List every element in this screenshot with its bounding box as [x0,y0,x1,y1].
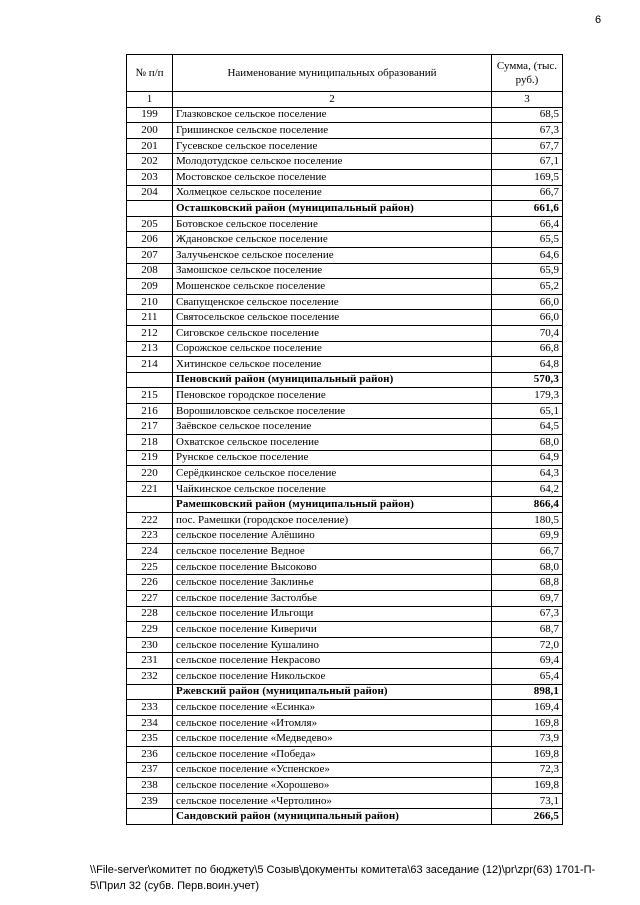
table-body [127,107,563,824]
row-number: 199 [127,107,173,123]
district-row [127,809,563,825]
file-path-footer [90,862,610,894]
table-row [127,528,563,544]
row-number: 211 [127,310,173,326]
row-name: Святосельское сельское поселение [173,310,492,326]
table-row [127,154,563,170]
row-name: сельское поселение «Медведево» [173,731,492,747]
table-row [127,169,563,185]
row-sum: 661,6 [492,201,563,217]
row-sum: 65,4 [492,668,563,684]
row-sum: 64,8 [492,357,563,373]
table-row [127,762,563,778]
row-number: 220 [127,466,173,482]
row-sum: 64,5 [492,419,563,435]
table-row [127,232,563,248]
row-name: Мостовское сельское поселение [173,169,492,185]
table-row [127,185,563,201]
table-row [127,279,563,295]
row-sum: 64,6 [492,247,563,263]
row-name: сельское поселение Ведное [173,544,492,560]
row-name: Ворошиловское сельское поселение [173,403,492,419]
table-row [127,450,563,466]
table-row [127,606,563,622]
row-sum: 67,3 [492,123,563,139]
row-name: сельское поселение Застолбье [173,591,492,607]
row-name: Сандовский район (муниципальный район) [173,809,492,825]
table-row [127,138,563,154]
row-number: 230 [127,637,173,653]
row-name: Замошское сельское поселение [173,263,492,279]
column-number: 2 [173,92,492,108]
row-number: 215 [127,388,173,404]
row-name: сельское поселение Заклинье [173,575,492,591]
table-row [127,591,563,607]
table-row [127,715,563,731]
row-sum: 866,4 [492,497,563,513]
row-number: 223 [127,528,173,544]
district-row [127,684,563,700]
row-name: сельское поселение Алёшино [173,528,492,544]
row-sum: 73,1 [492,793,563,809]
row-name: Пеновское городское поселение [173,388,492,404]
row-sum: 169,8 [492,715,563,731]
table-row [127,778,563,794]
row-sum: 67,7 [492,138,563,154]
row-number: 225 [127,559,173,575]
table-row [127,357,563,373]
row-number: 204 [127,185,173,201]
row-number: 217 [127,419,173,435]
footer-line: \\File-server\комитет по бюджету\5 Созыв\документы комитета\63 заседание (12)\pr\zpr(63) 1701-П- [90,864,596,876]
row-sum: 169,5 [492,169,563,185]
row-name: сельское поселение Ильгощи [173,606,492,622]
row-number: 229 [127,622,173,638]
row-sum: 66,4 [492,216,563,232]
table-row [127,513,563,529]
row-name: сельское поселение «Итомля» [173,715,492,731]
row-name: Гусевское сельское поселение [173,138,492,154]
row-name: Заёвское сельское поселение [173,419,492,435]
row-number: 200 [127,123,173,139]
row-sum: 69,4 [492,653,563,669]
row-name: Хитинское сельское поселение [173,357,492,373]
row-name: сельское поселение Киверичи [173,622,492,638]
table-row [127,107,563,123]
row-sum: 69,7 [492,591,563,607]
row-name: Ботовское сельское поселение [173,216,492,232]
row-number: 212 [127,325,173,341]
row-number: 238 [127,778,173,794]
row-name: Ржевский район (муниципальный район) [173,684,492,700]
row-number: 214 [127,357,173,373]
table-row [127,310,563,326]
row-sum: 68,7 [492,622,563,638]
table-row [127,544,563,560]
row-number: 218 [127,435,173,451]
table-row [127,793,563,809]
row-name: Молодотудское сельское поселение [173,154,492,170]
district-row [127,497,563,513]
table-row [127,731,563,747]
row-number: 202 [127,154,173,170]
row-sum: 169,8 [492,778,563,794]
row-sum: 67,1 [492,154,563,170]
table-row [127,388,563,404]
row-number: 236 [127,746,173,762]
row-name: Гришинское сельское поселение [173,123,492,139]
header-num: № п/п [127,55,173,92]
row-name: Глазковское сельское поселение [173,107,492,123]
row-number: 206 [127,232,173,248]
column-number: 1 [127,92,173,108]
row-number: 208 [127,263,173,279]
row-name: сельское поселение «Хорошево» [173,778,492,794]
row-sum: 66,7 [492,185,563,201]
row-sum: 65,1 [492,403,563,419]
table-row [127,325,563,341]
row-number: 227 [127,591,173,607]
table-row [127,419,563,435]
row-name: сельское поселение Некрасово [173,653,492,669]
row-name: сельское поселение Никольское [173,668,492,684]
row-sum: 570,3 [492,372,563,388]
row-number: 233 [127,700,173,716]
row-sum: 64,3 [492,466,563,482]
header-sum: Сумма, (тыс. руб.) [492,55,563,92]
table-header-row [127,55,563,92]
row-sum: 68,0 [492,435,563,451]
row-name: сельское поселение Высоково [173,559,492,575]
table-row [127,466,563,482]
row-sum: 898,1 [492,684,563,700]
table-row [127,263,563,279]
table-row [127,746,563,762]
row-sum: 65,9 [492,263,563,279]
row-sum: 66,7 [492,544,563,560]
budget-table [126,54,563,825]
row-name: Ждановское сельское поселение [173,232,492,248]
table-row [127,481,563,497]
table-row [127,216,563,232]
row-name: Пеновский район (муниципальный район) [173,372,492,388]
row-name: Осташковский район (муниципальный район) [173,201,492,217]
row-sum: 68,8 [492,575,563,591]
row-sum: 65,5 [492,232,563,248]
row-number: 228 [127,606,173,622]
row-number: 216 [127,403,173,419]
row-number: 209 [127,279,173,295]
row-number [127,684,173,700]
row-number: 219 [127,450,173,466]
row-number: 231 [127,653,173,669]
row-number: 207 [127,247,173,263]
row-number: 213 [127,341,173,357]
row-sum: 67,3 [492,606,563,622]
table-row [127,622,563,638]
table-row [127,341,563,357]
row-number: 226 [127,575,173,591]
table-row [127,294,563,310]
row-number [127,809,173,825]
row-name: Сорожское сельское поселение [173,341,492,357]
row-name: Мошенское сельское поселение [173,279,492,295]
table-row [127,575,563,591]
row-number [127,372,173,388]
header-name: Наименование муниципальных образований [173,55,492,92]
row-number: 203 [127,169,173,185]
table-row [127,123,563,139]
row-number: 205 [127,216,173,232]
row-name: Залучьенское сельское поселение [173,247,492,263]
row-name: сельское поселение «Чертолино» [173,793,492,809]
row-sum: 64,2 [492,481,563,497]
row-sum: 64,9 [492,450,563,466]
row-number: 239 [127,793,173,809]
row-sum: 169,8 [492,746,563,762]
row-sum: 72,0 [492,637,563,653]
column-number-row [127,92,563,108]
table-row [127,653,563,669]
row-name: Чайкинское сельское поселение [173,481,492,497]
row-name: Сиговское сельское поселение [173,325,492,341]
row-number: 201 [127,138,173,154]
row-number: 235 [127,731,173,747]
row-sum: 66,8 [492,341,563,357]
table-row [127,559,563,575]
row-number: 232 [127,668,173,684]
page-number: 6 [594,14,602,26]
district-row [127,201,563,217]
table-row [127,247,563,263]
table-row [127,637,563,653]
district-row [127,372,563,388]
column-number: 3 [492,92,563,108]
row-name: Свапущенское сельское поселение [173,294,492,310]
row-number: 222 [127,513,173,529]
table-row [127,668,563,684]
row-sum: 73,9 [492,731,563,747]
row-sum: 69,9 [492,528,563,544]
row-name: сельское поселение «Победа» [173,746,492,762]
row-sum: 179,3 [492,388,563,404]
row-sum: 266,5 [492,809,563,825]
row-name: Рунское сельское поселение [173,450,492,466]
row-sum: 70,4 [492,325,563,341]
row-number [127,201,173,217]
row-number: 224 [127,544,173,560]
row-name: Серёдкинское сельское поселение [173,466,492,482]
row-number [127,497,173,513]
row-name: пос. Рамешки (городское поселение) [173,513,492,529]
row-sum: 72,3 [492,762,563,778]
row-sum: 169,4 [492,700,563,716]
row-number: 237 [127,762,173,778]
row-name: сельское поселение «Есинка» [173,700,492,716]
row-sum: 66,0 [492,310,563,326]
row-name: Охватское сельское поселение [173,435,492,451]
table-row [127,435,563,451]
row-sum: 68,5 [492,107,563,123]
table-row [127,403,563,419]
row-number: 234 [127,715,173,731]
row-sum: 65,2 [492,279,563,295]
row-name: сельское поселение «Успенское» [173,762,492,778]
row-number: 221 [127,481,173,497]
row-number: 210 [127,294,173,310]
row-sum: 68,0 [492,559,563,575]
table-row [127,700,563,716]
row-name: Рамешковский район (муниципальный район) [173,497,492,513]
row-sum: 66,0 [492,294,563,310]
row-sum: 180,5 [492,513,563,529]
footer-line: 5\Прил 32 (субв. Перв.воин.учет) [90,880,259,892]
row-name: сельское поселение Кушалино [173,637,492,653]
row-name: Холмецкое сельское поселение [173,185,492,201]
